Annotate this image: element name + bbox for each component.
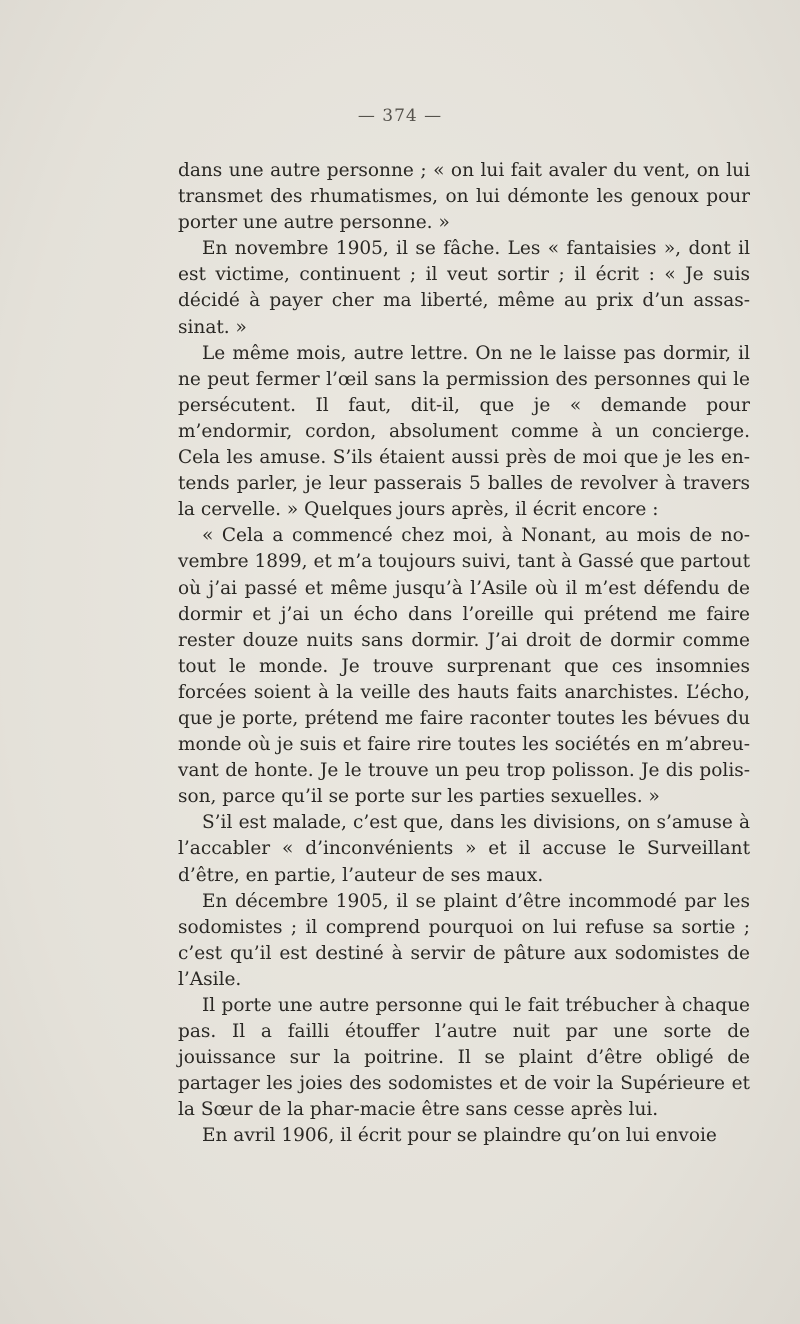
page-number: — 374 — bbox=[357, 106, 443, 126]
paragraph: En décembre 1905, il se plaint d’être incommodé par les sodomistes ; il comprend pourquoi on lui refuse sa sortie ; c’est qu’il est destiné à servir de pâture aux sodomistes de l’Asile. bbox=[178, 890, 750, 990]
paragraph-quote: « Cela a commencé chez moi, à Nonant, au mois de no-vembre 1899, et m’a toujours suivi, tant à Gassé que partout où j’ai passé et même jusqu’à l’Asile où il m’est défendu de dormir et j’ai un écho dans l’oreille qui prétend me faire rester douze nuits sans dormir. J’ai droit de dormir comme tout le monde. Je trouve surprenant que ces insomnies forcées soient à la veille des hauts faits anarchistes. L’écho, que je porte, prétend me faire raconter toutes les bévues du monde où je suis et faire rire toutes les sociétés en m’abreu-vant de honte. Je le trouve un peu trop polisson. Je dis polis-son, parce qu’il se porte sur les parties sexuelles. » bbox=[178, 525, 750, 808]
paragraph: Le même mois, autre lettre. On ne le laisse pas dormir, il ne peut fermer l’œil sans la permission des personnes qui le persécutent. Il faut, dit-il, que je « demande pour m’endormir, cordon, absolument comme à un concierge. Cela les amuse. S’ils étaient aussi près de moi que je les en-tends parler, je leur passerais 5 balles de revolver à travers la cervelle. » Quelques jours après, il écrit encore : bbox=[178, 342, 750, 521]
paragraph: En novembre 1905, il se fâche. Les « fantaisies », dont il est victime, continuent ; il veut sortir ; il écrit : « Je suis décidé à payer cher ma liberté, même au prix d’un assas-sinat. » bbox=[178, 238, 750, 338]
body-text bbox=[178, 158, 750, 1150]
paragraph: Il porte une autre personne qui le fait trébucher à chaque pas. Il a failli étouffer l’autre nuit par une sorte de jouissance sur la poitrine. Il se plaint d’être obligé de partager les joies des sodomistes et de voir la Supérieure et la Sœur de la phar-macie être sans cesse après lui. bbox=[178, 995, 750, 1121]
paragraph: dans une autre personne ; « on lui fait avaler du vent, on lui transmet des rhumatismes, on lui démonte les genoux pour porter une autre personne. » bbox=[178, 160, 750, 234]
paragraph: En avril 1906, il écrit pour se plaindre qu’on lui envoie bbox=[202, 1125, 717, 1147]
paragraph: S’il est malade, c’est que, dans les divisions, on s’amuse à l’accabler « d’inconvénients » et il accuse le Surveillant d’être, en partie, l’auteur de ses maux. bbox=[178, 812, 750, 886]
